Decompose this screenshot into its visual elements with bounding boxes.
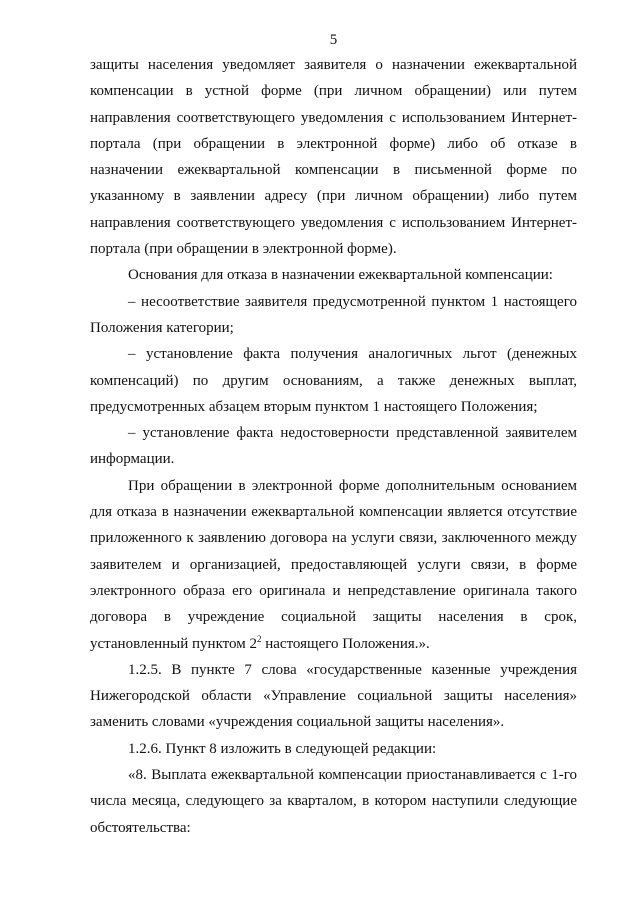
paragraph-electronic-refusal (90, 473, 577, 657)
paragraph-electronic-refusal-text: При обращении в электронной форме дополнительным основанием для отказа в назначении ежеквартальной компенсации является отсутствие приложенного к заявлению договора на услуги связи, заключенного между заявителем и организацией, предоставляющей услуги связи, в форме электронного образа его оригинала и непредставление оригинала такого договора в учреждение социальной защиты населения в срок, установленный пунктом 2 (90, 477, 577, 652)
paragraph-refusal-ground-category: – несоответствие заявителя предусмотренной пунктом 1 настоящего Положения категории; (90, 293, 577, 336)
paragraph-electronic-refusal-tail: настоящего Положения.». (261, 635, 430, 652)
page-number: 5 (329, 32, 338, 48)
paragraph-item-1-2-5: 1.2.5. В пункте 7 слова «государственные казенные учреждения Нижегородской области «Управление социальной защиты населения» заменить словами «учреждения социальной защиты населения». (90, 661, 577, 731)
paragraph-item-1-2-6: 1.2.6. Пункт 8 изложить в следующей редакции: (128, 740, 437, 757)
paragraph-item-8: «8. Выплата ежеквартальной компенсации приостанавливается с 1-го числа месяца, следующего за кварталом, в котором наступили следующие обстоятельства: (90, 767, 577, 836)
paragraph-refusal-ground-false-info: – установление факта недостоверности представленной заявителем информации. (90, 425, 577, 468)
paragraph-notification: защиты населения уведомляет заявителя о назначении ежеквартальной компенсации в устной форме (при личном обращении) или путем направления соответствующего уведомления с использованием Интернет-портала (при обращении в электронной форме) либо об отказе в назначении ежеквартальной компенсации в письменной форме по указанному в заявлении адресу (при личном обращении) либо путем направления соответствующего уведомления с использованием Интернет-портала (при обращении в электронной форме). (90, 57, 577, 258)
paragraph-refusal-grounds-heading: Основания для отказа в назначении ежеквартальной компенсации: (128, 267, 553, 284)
paragraph-refusal-ground-similar-benefits: – установление факта получения аналогичных льгот (денежных компенсаций) по другим основаниям, а также денежных выплат, предусмотренных абзацем вторым пунктом 1 настоящего Положения; (90, 346, 577, 415)
superscript-index: 2 (256, 633, 262, 644)
document-page (90, 30, 577, 841)
